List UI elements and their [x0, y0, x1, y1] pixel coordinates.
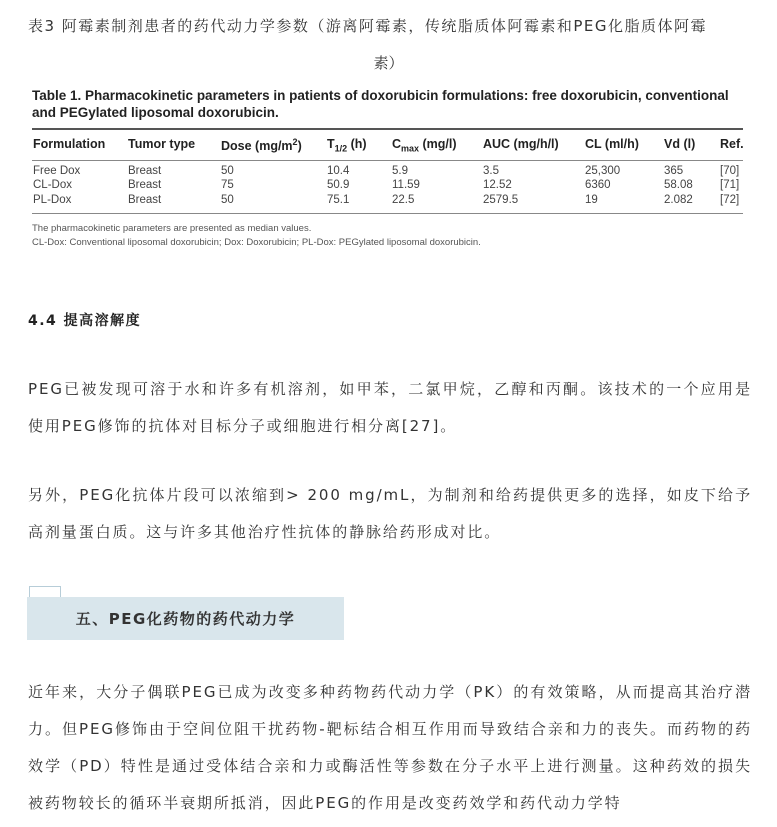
table-abbreviations: CL-Dox: Conventional liposomal doxorubicin; Dox: Doxorubicin; PL-Dox: PEGylated liposomal doxorubicin. [32, 237, 481, 248]
table-cell: Free Dox [33, 165, 81, 177]
cn-table-caption: 表3 阿霉素制剂患者的药代动力学参数（游离阿霉素，传统脂质体阿霉素和PEG化脂质体阿霉 [28, 17, 707, 35]
paragraph: 另外，PEG化抗体片段可以浓缩到> 200 mg/mL，为制剂和给药提供更多的选择，如皮下给予高剂量蛋白质。这与许多其他治疗性抗体的静脉给药形成对比。 [28, 486, 752, 541]
header-t-half: $T_{1/2}$ (h) [327, 137, 367, 154]
header-tumor-type: Tumor type [128, 137, 196, 151]
table-bottom-rule [32, 213, 743, 214]
section-banner: 五、PEG化药物的药代动力学 [27, 597, 344, 640]
table-cell: 3.5 [483, 165, 499, 177]
table-cell: 50 [221, 194, 234, 206]
table-cell: 75.1 [327, 194, 350, 206]
table-header-rule [32, 160, 743, 161]
table-cell: Breast [128, 179, 162, 191]
table-top-rule [32, 128, 743, 130]
table-note: The pharmacokinetic parameters are presented as median values. [32, 223, 312, 234]
header-cmax: $C_{max}$ (mg/l) [392, 137, 457, 154]
section-heading: 4.4 提高溶解度 [28, 313, 142, 329]
table-cell: PL-Dox [33, 194, 72, 206]
table-cell: Breast [128, 165, 162, 177]
table-title: Table 1. Pharmacokinetic parameters in patients of doxorubicin formulations: free doxorubicin, conventional and PEGylated liposomal doxorubicin. [32, 88, 729, 120]
table-cell: 25,300 [585, 165, 621, 177]
header-formulation: Formulation [33, 137, 106, 151]
table-cell: [71] [720, 179, 740, 191]
paragraph: PEG已被发现可溶于水和许多有机溶剂，如甲苯，二氯甲烷，乙醇和丙酮。该技术的一个应用是使用PEG修饰的抗体对目标分子或细胞进行相分离[27]。 [28, 380, 752, 435]
table-cell: 50.9 [327, 179, 350, 191]
table-cell: 2579.5 [483, 194, 519, 206]
table-cell: [72] [720, 194, 740, 206]
table-cell: 75 [221, 179, 234, 191]
table-cell: 58.08 [664, 179, 693, 191]
cn-table-caption-continued: 素） [373, 54, 404, 72]
header-vd: Vd (l) [664, 137, 696, 151]
header-auc: AUC (mg/h/l) [483, 137, 559, 151]
table-cell: 19 [585, 194, 598, 206]
table-cell: 12.52 [483, 179, 512, 191]
header-dose: Dose $(mg/m^2)$ [221, 137, 302, 154]
table-cell: 50 [221, 165, 234, 177]
header-cl: CL (ml/h) [585, 137, 639, 151]
table-cell: 22.5 [392, 194, 415, 206]
table-cell: 365 [664, 165, 684, 177]
paragraph: 近年来，大分子偶联PEG已成为改变多种药物药代动力学（PK）的有效策略，从而提高其治疗潜力。但PEG修饰由于空间位阻干扰药物-靶标结合相互作用而导致结合亲和力的丧失。而药物的药效学（PD）特性是通过受体结合亲和力或酶活性等参数在分子水平上进行测量。这种药效的损失被药物较长的循环半衰期所抵消，因此PEG的作用是改变药效学和药代动力学特 [28, 683, 752, 812]
table-cell: [70] [720, 165, 740, 177]
table-cell: Breast [128, 194, 162, 206]
table-cell: CL-Dox [33, 179, 72, 191]
table-cell: 2.082 [664, 194, 693, 206]
table-cell: 6360 [585, 179, 611, 191]
table-cell: 10.4 [327, 165, 350, 177]
table-cell: 5.9 [392, 165, 408, 177]
header-ref: Ref. [720, 137, 744, 151]
table-cell: 11.59 [392, 179, 420, 191]
